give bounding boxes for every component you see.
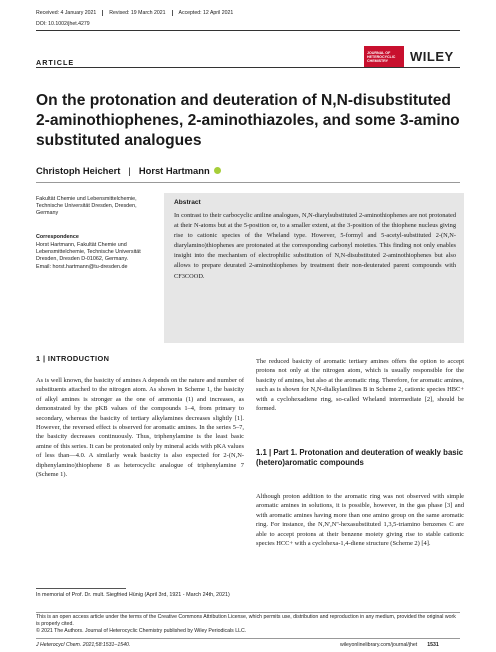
revised-date: Revised: 19 March 2021 bbox=[102, 10, 171, 16]
article-divider bbox=[36, 67, 460, 68]
abstract-heading: Abstract bbox=[174, 199, 201, 206]
doi-link[interactable]: DOI: 10.1002/jhet.4279 bbox=[36, 21, 90, 27]
journal-logo-line: HETEROCYCLIC bbox=[367, 54, 396, 59]
section-heading-introduction: 1 | INTRODUCTION bbox=[36, 354, 110, 363]
journal-logo-line: JOURNAL OF bbox=[367, 50, 391, 55]
header-divider bbox=[36, 30, 460, 31]
authors-divider bbox=[36, 182, 460, 183]
correspondence-email[interactable]: Email: horst.hartmann@tu-dresden.de bbox=[36, 263, 128, 270]
orcid-icon[interactable] bbox=[214, 167, 221, 174]
abstract-text: In contrast to their carbocyclic aniline analogues, N,N-diarylsubstituted 2-aminothiophenes are not protonated at their N-atoms but at the 5-position or, to a smaller extent, at the 3-position of the thiophene nucleus giving rise to cationic species of the Wheland type. However, 5-formyl and 5-acetyl-substituted 2-(N,N-diarylamino)thiophenes are protonated at the corresponding carbonyl moieties. This finding not only enables insight into the mechanism of electrophilic substitution of N,N-disubstituted 2-aminothiophenes but also allows to prepare deurated 2-aminothiophenes by treatment their non-deuterated parent compounds with CF3COOD. bbox=[174, 212, 456, 280]
correspondence-block bbox=[36, 242, 154, 271]
author-name[interactable]: Horst Hartmann bbox=[138, 165, 210, 176]
author-list bbox=[36, 165, 221, 176]
paper-title: On the protonation and deuteration of N,N-disubstituted 2-aminothiophenes, 2-aminothiazoles, and some 3-amino substituted analogues bbox=[36, 92, 460, 149]
intro-paragraph: As is well known, the basicity of amines A depends on the nature and number of substituents attached to the nitrogen atom. As shown in Scheme 1, the basicity of alkyl amines is stronger as the one of ammonia (1) and increases, as demonstrated by the pKB values of the compounds 1–4, from primary to secondary, whereas the basicity of tertiary alkylamines decreases slightly [1]. However, the reversed effect is observed for aromatic amines. In the series 5–7, the basicity decreases continuously. Thus, triphenylamine is the least basic amine of this series. It can be protonated only by mineral acids with pKA values of less than—4.0. A similarly weak basicity is also expected for 2-(N,N-diphenylamino)thiophene 8 as heterocyclic analogue of triphenylamine 7 (Scheme 1). bbox=[36, 377, 244, 479]
author-separator: | bbox=[128, 165, 131, 176]
body-paragraph: Although proton addition to the aromatic ring was not observed with simple aromatic amines in solutions, it is possible, however, in the gas phase [3] and with aromatic amines having more than one amino group on the same aromatic ring. For instance, the N,N',N''-hexasubstituted 1,3,5-triamino benzenes C are able to accept protons at their benzene moiety giving rise to stable cationic species HCC+ with a cyclohexa-1,4-diene structure (Scheme 2) [4]. bbox=[256, 493, 464, 548]
page-number: 1531 bbox=[427, 642, 439, 648]
license-divider bbox=[36, 612, 460, 613]
correspondence-heading: Correspondence bbox=[36, 234, 79, 240]
article-dates bbox=[36, 10, 239, 16]
author-name[interactable]: Christoph Heichert bbox=[36, 165, 121, 176]
license-text: This is an open access article under the terms of the Creative Commons Attribution License, which permits use, distribution and reproduction in any medium, provided the original work is properly cited. © 2021 The Authors. Journal of Heterocyclic Chemistry published by Wiley Periodicals LLC. bbox=[36, 614, 456, 634]
footer-divider bbox=[36, 638, 460, 639]
footer-right bbox=[340, 642, 439, 648]
received-date: Received: 4 January 2021 bbox=[36, 10, 97, 16]
footnote-divider bbox=[36, 588, 126, 589]
journal-logo bbox=[364, 46, 404, 68]
affiliation: Fakultät Chemie und Lebensmittelchemie, Technische Universität Dresden, Dresden, Germany bbox=[36, 196, 137, 217]
footnote: In memorial of Prof. Dr. mult. Siegfried Hünig (April 3rd, 1921 - March 24th, 2021) bbox=[36, 592, 230, 598]
journal-citation: J Heterocycl Chem. 2021;58:1531–1540. bbox=[36, 642, 131, 648]
correspondence-text: Horst Hartmann, Fakultät Chemie und Lebensmittelchemie, Technische Universität Dresden, Dresden D-01062, Germany. bbox=[36, 242, 141, 263]
body-paragraph: The reduced basicity of aromatic tertiary amines offers the option to accept protons not only at the nitrogen atom, which is usually responsible for the basicity of amines, but also at the aromatic ring. Therefore, for aromatic amines, such as is shown for N,N-dialkylanilines B in Scheme 2, cationic species HBC+ with a cyclohexadiene ring, so-called Wheland intermediate [2], should be formed. bbox=[256, 358, 464, 413]
journal-logo-line: CHEMISTRY bbox=[367, 59, 389, 64]
journal-url[interactable]: wileyonlinelibrary.com/journal/jhet bbox=[340, 642, 418, 648]
section-heading-1-1: 1.1 | Part 1. Protonation and deuteration of weakly basic (hetero)aromatic compounds bbox=[256, 448, 464, 468]
accepted-date: Accepted: 12 April 2021 bbox=[172, 10, 240, 16]
article-type-label: ARTICLE bbox=[36, 58, 75, 67]
publisher-logo: WILEY bbox=[410, 49, 454, 64]
